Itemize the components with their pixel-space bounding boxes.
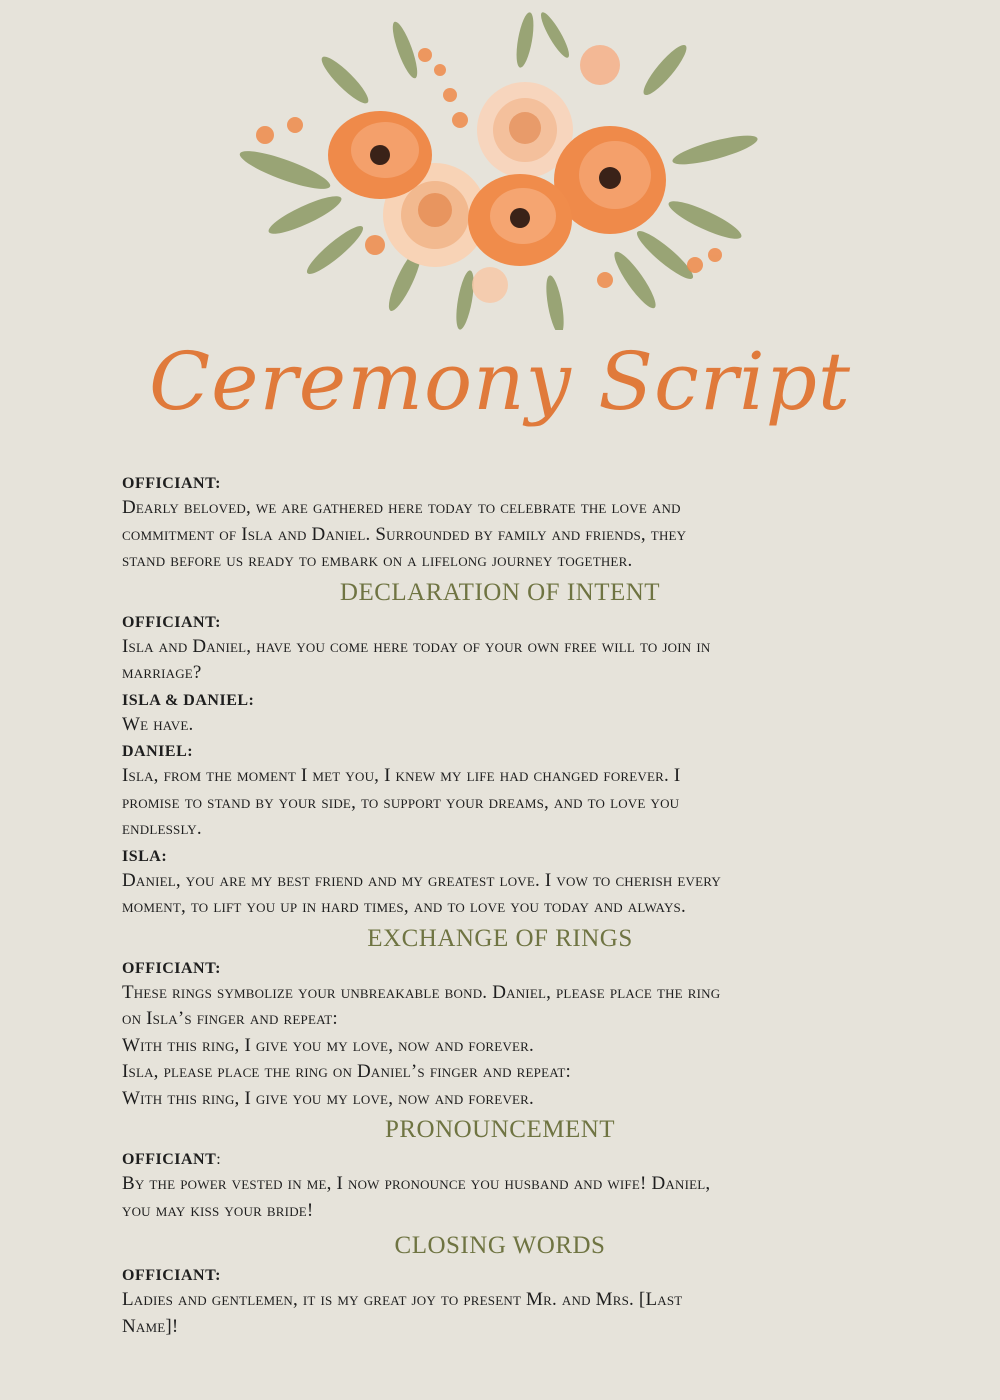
section-heading-closing: CLOSING WORDS [394, 1232, 606, 1259]
script-line: endlessly. [122, 818, 202, 839]
script-line: Daniel, you are my best friend and my greatest love. I vow to cherish every [122, 869, 722, 891]
speaker-label: ISLA & DANIEL: [122, 691, 255, 709]
speaker-name: OFFICIANT [122, 1151, 217, 1168]
section-heading-pronouncement: PRONOUNCEMENT [384, 1116, 616, 1143]
speaker-label [122, 1149, 922, 1171]
script-line: Isla and Daniel, have you come here today of your own free will to join in [122, 635, 711, 657]
speaker-colon: : [216, 1151, 222, 1168]
script-line: These rings symbolize your unbreakable bond. Daniel, please place the ring [122, 981, 721, 1003]
speaker-label: ISLA: [122, 847, 168, 865]
script-line: Isla, please place the ring on Daniel’s finger and repeat: [122, 1061, 571, 1082]
floral-bouquet-illustration [225, 10, 775, 330]
script-line: commitment of Isla and Daniel. Surrounded by family and friends, they [122, 523, 687, 545]
script-line: marriage? [122, 662, 202, 683]
script-line: promise to stand by your side, to support your dreams, and to love you [122, 791, 680, 813]
speaker-label: OFFICIANT: [122, 959, 221, 977]
page-title: Ceremony Script [148, 335, 852, 428]
speaker-label: OFFICIANT: [122, 1267, 221, 1284]
script-line: on Isla’s finger and repeat: [122, 1008, 338, 1029]
speaker-label: OFFICIANT: [122, 475, 221, 492]
script-line: Name]! [122, 1315, 179, 1337]
script-line: We have. [122, 713, 194, 735]
script-line: Ladies and gentlemen, it is my great joy to present Mr. and Mrs. [Last [122, 1289, 683, 1310]
script-line: Isla, from the moment I met you, I knew my life had changed forever. I [122, 765, 681, 786]
script-line: Dearly beloved, we are gathered here today to celebrate the love and [122, 497, 681, 518]
script-line: stand before us ready to embark on a lifelong journey together. [122, 550, 633, 571]
script-line: With this ring, I give you my love, now and forever. [122, 1034, 534, 1056]
speaker-label: DANIEL: [122, 743, 194, 760]
script-line: you may kiss your bride! [122, 1199, 314, 1221]
orange-poppy-center [468, 174, 572, 266]
script-line: With this ring, I give you my love, now and forever. [122, 1087, 534, 1109]
section-heading-rings: EXCHANGE OF RINGS [367, 924, 633, 952]
ceremony-script-body [122, 470, 922, 1340]
orange-poppy-left [328, 111, 432, 199]
section-heading-declaration: DECLARATION OF INTENT [339, 578, 661, 606]
speaker-label: OFFICIANT: [122, 613, 221, 631]
script-line: By the power vested in me, I now pronounce you husband and wife! Daniel, [122, 1173, 711, 1194]
script-line: moment, to lift you up in hard times, and to love you today and always. [122, 896, 686, 917]
